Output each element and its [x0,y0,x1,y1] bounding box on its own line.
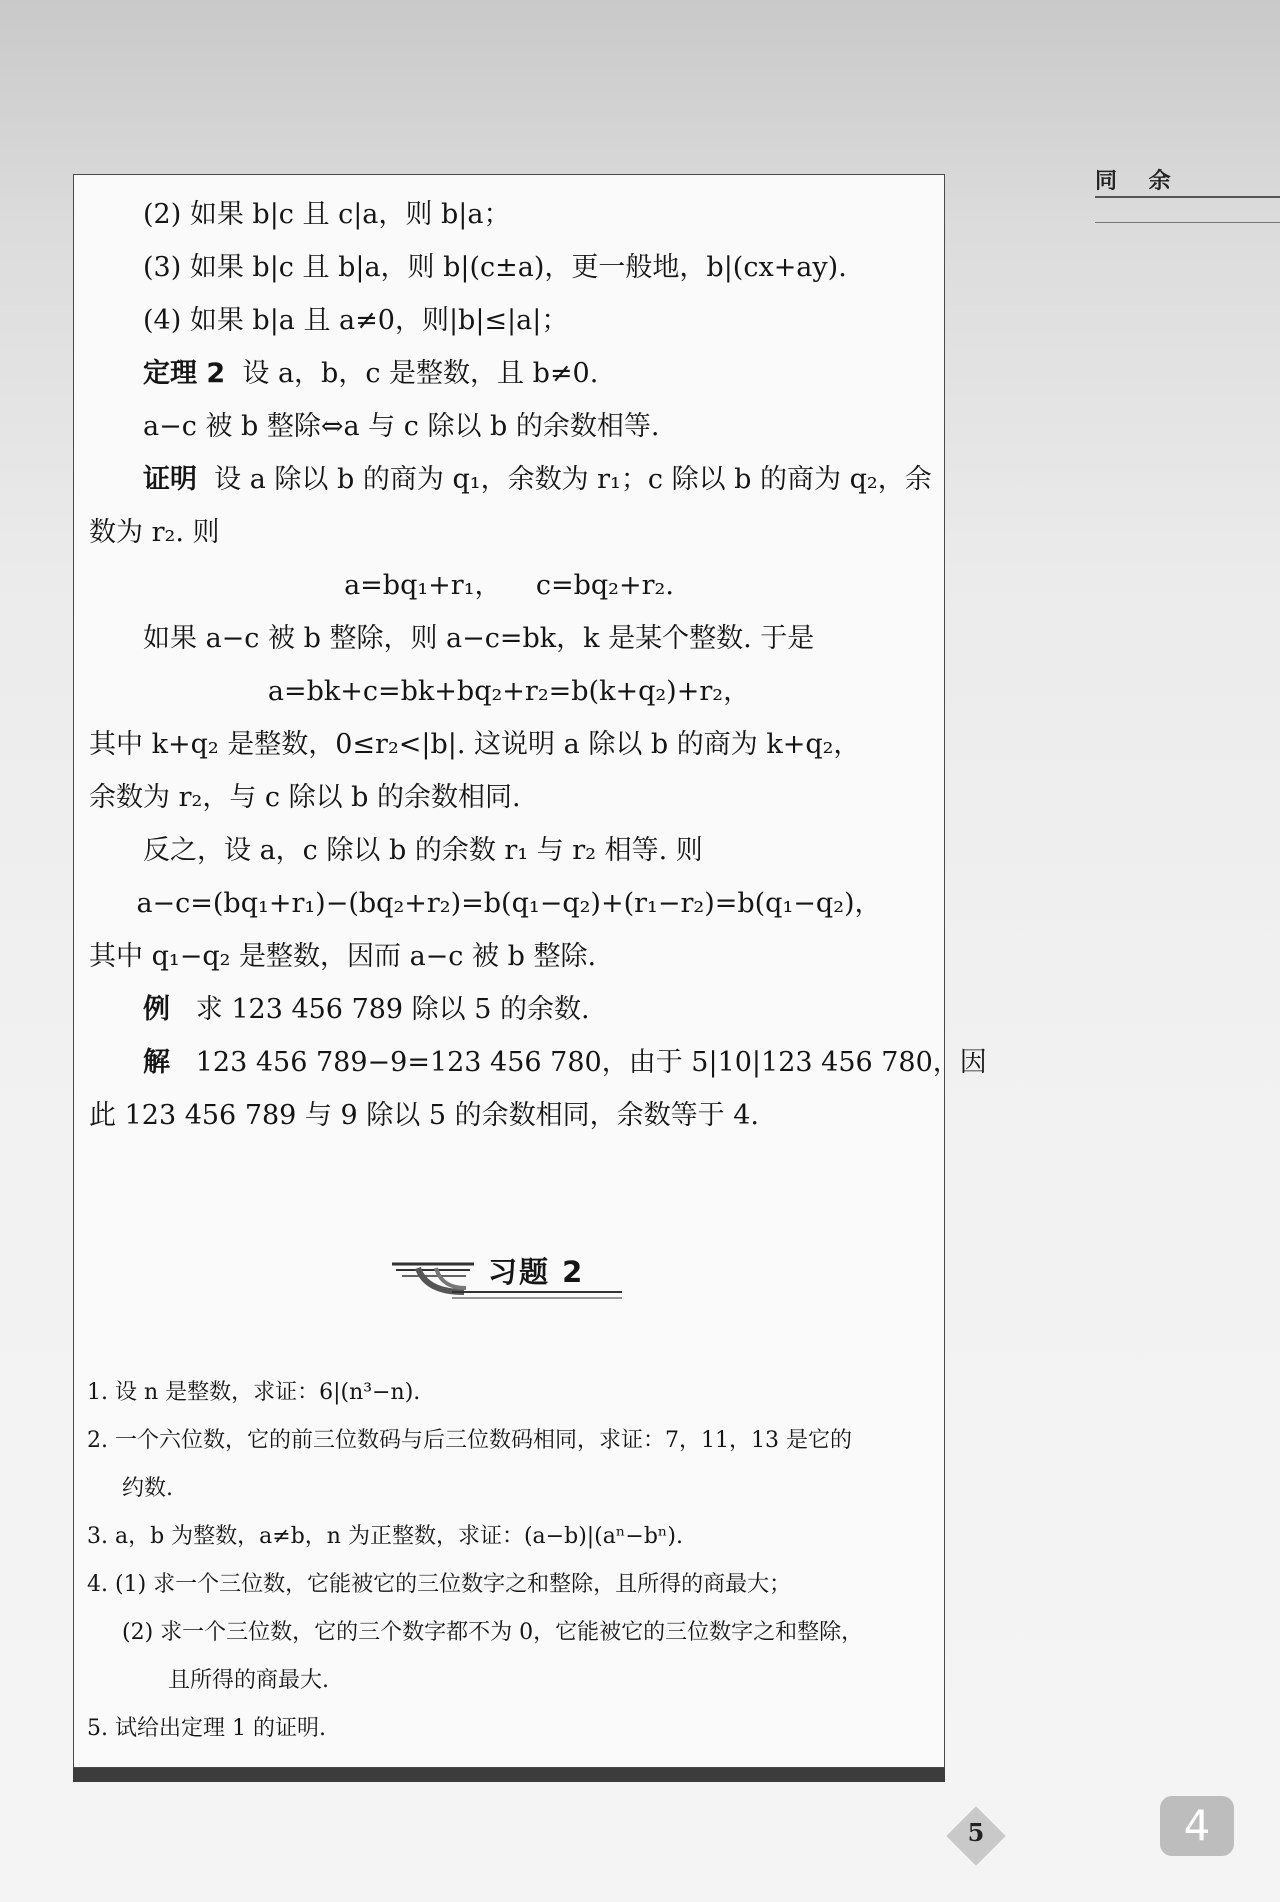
example-label: 例 [143,994,170,1025]
solution-line-1 [143,1047,987,1079]
property-4: (4) 如果 b|a 且 a≠0，则|b|≤|a|； [143,305,569,336]
property-3: (3) 如果 b|c 且 b|a，则 b|(c±a)，更一般地，b|(cx+ay). [143,252,847,283]
section-header: 同 余 [1095,169,1183,194]
proof-label: 证明 [143,464,197,495]
theorem-text: 设 a，b，c 是整数，且 b≠0. [242,358,599,389]
theorem-statement: a−c 被 b 整除⇔a 与 c 除以 b 的余数相等. [143,411,660,442]
solution-line-2: 此 123 456 789 与 9 除以 5 的余数相同，余数等于 4. [89,1100,759,1131]
header-rule [1095,196,1280,198]
equation-2: a=bk+c=bk+bq₂+r₂=b(k+q₂)+r₂， [267,676,751,707]
proof-line-2: 数为 r₂. 则 [89,517,220,548]
proof-line-6: 反之，设 a，c 除以 b 的余数 r₁ 与 r₂ 相等. 则 [143,835,703,866]
proof-text: 设 a 除以 b 的商为 q₁，余数为 r₁；c 除以 b 的商为 q₂，余 [214,464,932,495]
equation-1: a=bq₁+r₁， c=bq₂+r₂. [344,570,674,601]
solution-label: 解 [143,1047,170,1078]
exercise-3: 3. a，b 为整数，a≠b，n 为正整数，求证：(a−b)|(aⁿ−bⁿ). [87,1524,684,1549]
theorem-2 [143,358,598,390]
content-box-footer-bar [73,1768,945,1782]
exercise-2: 2. 一个六位数，它的前三位数码与后三位数码相同，求证：7，11，13 是它的 [87,1428,852,1453]
header-rule-secondary [1095,222,1280,223]
page-badge: 4 [1160,1796,1234,1856]
theorem-label: 定理 2 [143,358,226,389]
exercise-2-continued: 约数. [122,1476,173,1501]
exercise-title: 习题 2 [488,1255,585,1289]
page-number: 5 [967,1818,985,1847]
example-text: 求 123 456 789 除以 5 的余数. [195,994,590,1025]
exercise-4-part-1: 4. (1) 求一个三位数，它能被它的三位数字之和整除，且所得的商最大； [87,1572,792,1597]
property-2: (2) 如果 b|c 且 c|a，则 b|a； [143,199,511,230]
exercise-1: 1. 设 n 是整数，求证：6|(n³−n). [87,1380,421,1405]
equation-3: a−c=(bq₁+r₁)−(bq₂+r₂)=b(q₁−q₂)+(r₁−r₂)=b(q₁−q₂)， [136,888,882,919]
exercise-5: 5. 试给出定理 1 的证明. [87,1716,326,1741]
proof-line-3: 如果 a−c 被 b 整除，则 a−c=bk，k 是某个整数. 于是 [143,623,815,654]
solution-text: 123 456 789−9=123 456 780，由于 5|10|123 456 780，因 [195,1047,987,1078]
proof-line-7: 其中 q₁−q₂ 是整数，因而 a−c 被 b 整除. [89,941,597,972]
exercise-4-part-2: (2) 求一个三位数，它的三个数字都不为 0，它能被它的三位数字之和整除， [122,1620,864,1645]
proof-line-5: 余数为 r₂，与 c 除以 b 的余数相同. [89,782,521,813]
example [143,994,590,1026]
proof-line-4: 其中 k+q₂ 是整数，0≤r₂<|b|. 这说明 a 除以 b 的商为 k+q₂， [89,729,861,760]
exercise-4-part-2-continued: 且所得的商最大. [168,1668,329,1693]
proof-line-1 [143,464,932,496]
